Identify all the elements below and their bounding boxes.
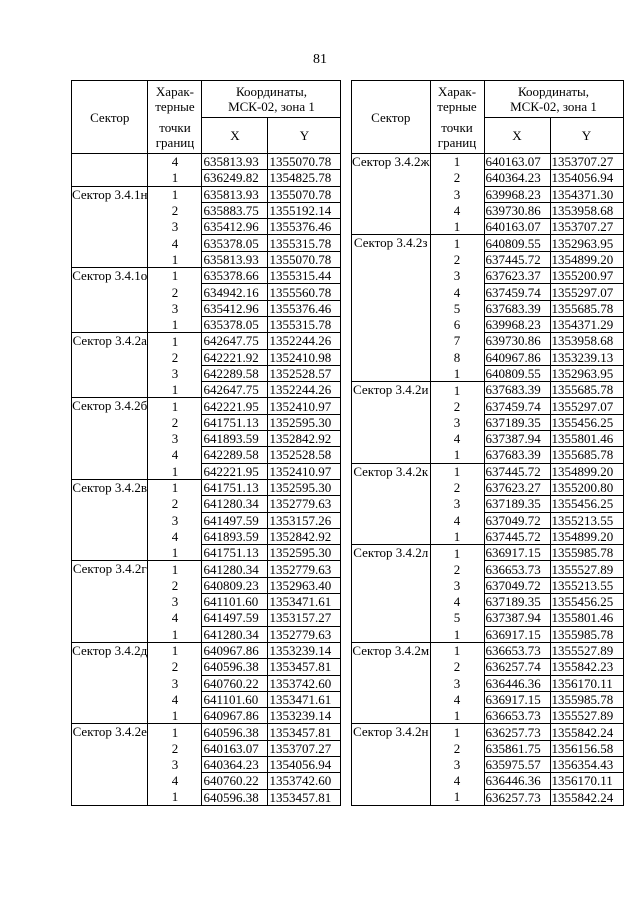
coord-y: 1353707.27	[268, 740, 341, 756]
point-number: 1	[148, 642, 202, 658]
coord-x: 636653.73	[484, 642, 550, 658]
point-number: 2	[430, 561, 484, 577]
coord-y: 1353707.27	[550, 154, 623, 170]
coord-x: 639730.86	[484, 333, 550, 349]
point-number: 1	[430, 463, 484, 479]
coord-y: 1355297.07	[550, 398, 623, 414]
point-number: 1	[430, 724, 484, 740]
coord-y: 1355985.78	[550, 691, 623, 707]
header-coords: Координаты, МСК-02, зона 1	[202, 81, 341, 118]
point-number: 4	[148, 773, 202, 789]
point-number: 2	[430, 659, 484, 675]
point-number: 1	[148, 316, 202, 332]
coord-x: 634942.16	[202, 284, 268, 300]
point-number: 4	[430, 691, 484, 707]
coord-y: 1353157.26	[268, 512, 341, 528]
point-number: 5	[430, 300, 484, 316]
point-number: 4	[148, 610, 202, 626]
coord-y: 1352595.30	[268, 479, 341, 495]
coord-x: 636257.73	[484, 789, 550, 805]
point-number: 1	[148, 545, 202, 561]
point-number: 1	[430, 219, 484, 235]
coord-x: 637387.94	[484, 431, 550, 447]
coord-y: 1355200.97	[550, 268, 623, 284]
point-number: 1	[148, 333, 202, 349]
point-number: 1	[430, 545, 484, 561]
coord-x: 642289.58	[202, 365, 268, 381]
coord-x: 637445.72	[484, 251, 550, 267]
table-row	[352, 463, 624, 479]
point-number: 3	[430, 186, 484, 202]
coord-x: 642289.58	[202, 447, 268, 463]
point-number: 2	[148, 577, 202, 593]
coord-y: 1355297.07	[550, 284, 623, 300]
coord-y: 1354825.78	[268, 170, 341, 186]
coord-y: 1355685.78	[550, 300, 623, 316]
coord-y: 1355070.78	[268, 251, 341, 267]
coord-y: 1354899.20	[550, 528, 623, 544]
header-points-top: Харак- терные	[148, 81, 202, 118]
coord-y: 1355985.78	[550, 626, 623, 642]
coord-x: 640967.86	[484, 349, 550, 365]
coord-x: 642221.95	[202, 463, 268, 479]
coord-x: 641101.60	[202, 691, 268, 707]
point-number: 8	[430, 349, 484, 365]
coord-y: 1354056.94	[268, 756, 341, 772]
coord-y: 1354371.30	[550, 186, 623, 202]
coord-y: 1355527.89	[550, 642, 623, 658]
point-number: 4	[430, 431, 484, 447]
coord-y: 1355213.55	[550, 512, 623, 528]
sector-name: Сектор 3.4.2а	[72, 333, 148, 398]
coord-y: 1354056.94	[550, 170, 623, 186]
coord-y: 1353457.81	[268, 789, 341, 805]
coord-x: 636917.15	[484, 691, 550, 707]
table-row	[352, 545, 624, 561]
coord-x: 636249.82	[202, 170, 268, 186]
point-number: 1	[148, 789, 202, 805]
table-row	[72, 154, 341, 170]
coord-x: 641893.59	[202, 528, 268, 544]
coord-y: 1355070.78	[268, 186, 341, 202]
coord-x: 637445.72	[484, 528, 550, 544]
point-number: 1	[430, 235, 484, 251]
point-number: 1	[148, 382, 202, 398]
point-number: 2	[148, 202, 202, 218]
coord-y: 1353958.68	[550, 333, 623, 349]
coord-y: 1355315.78	[268, 316, 341, 332]
point-number: 1	[430, 528, 484, 544]
point-number: 4	[148, 528, 202, 544]
point-number: 1	[430, 626, 484, 642]
coord-y: 1353471.61	[268, 691, 341, 707]
coord-x: 640967.86	[202, 708, 268, 724]
table-row	[72, 398, 341, 414]
coord-y: 1353471.61	[268, 594, 341, 610]
coord-y: 1353239.14	[268, 708, 341, 724]
coord-x: 639968.23	[484, 186, 550, 202]
coord-y: 1353157.27	[268, 610, 341, 626]
coord-x: 635861.75	[484, 740, 550, 756]
point-number: 1	[148, 251, 202, 267]
coord-y: 1355200.80	[550, 479, 623, 495]
point-number: 2	[148, 659, 202, 675]
coord-x: 641497.59	[202, 610, 268, 626]
coord-x: 640760.22	[202, 675, 268, 691]
coord-x: 642647.75	[202, 333, 268, 349]
coord-y: 1355527.89	[550, 708, 623, 724]
coord-x: 640760.22	[202, 773, 268, 789]
coord-y: 1355842.23	[550, 659, 623, 675]
coord-x: 637189.35	[484, 414, 550, 430]
coord-y: 1353239.13	[550, 349, 623, 365]
header-sector: Сектор	[72, 81, 148, 154]
header-coords: Координаты, МСК-02, зона 1	[484, 81, 623, 118]
point-number: 4	[430, 202, 484, 218]
table-row	[72, 479, 341, 495]
sector-name: Сектор 3.4.2д	[72, 642, 148, 723]
coord-x: 640596.38	[202, 789, 268, 805]
point-number: 2	[148, 496, 202, 512]
coord-x: 640967.86	[202, 642, 268, 658]
coord-y: 1356156.58	[550, 740, 623, 756]
point-number: 1	[148, 463, 202, 479]
header-points-top: Харак- терные	[430, 81, 484, 118]
coord-y: 1354899.20	[550, 251, 623, 267]
coord-x: 635813.93	[202, 154, 268, 170]
coord-x: 640596.38	[202, 724, 268, 740]
coord-x: 640809.23	[202, 577, 268, 593]
coord-x: 637049.72	[484, 512, 550, 528]
coord-x: 636917.15	[484, 545, 550, 561]
coord-y: 1355685.78	[550, 447, 623, 463]
coord-y: 1356354.43	[550, 756, 623, 772]
table-row	[352, 235, 624, 251]
point-number: 1	[430, 642, 484, 658]
point-number: 2	[148, 414, 202, 430]
header-points-bottom: точки границ	[430, 117, 484, 154]
coord-y: 1352779.63	[268, 561, 341, 577]
point-number: 4	[148, 154, 202, 170]
coord-y: 1355842.24	[550, 789, 623, 805]
table-row	[72, 724, 341, 740]
point-number: 3	[430, 496, 484, 512]
coord-y: 1352963.95	[550, 365, 623, 381]
coord-y: 1352244.26	[268, 333, 341, 349]
table-row	[72, 333, 341, 349]
coord-x: 637623.37	[484, 268, 550, 284]
sector-name: Сектор 3.4.1н	[72, 186, 148, 267]
point-number: 4	[148, 235, 202, 251]
coord-y: 1352244.26	[268, 382, 341, 398]
coord-x: 636257.74	[484, 659, 550, 675]
sector-name: Сектор 3.4.2н	[352, 724, 431, 805]
coord-x: 637049.72	[484, 577, 550, 593]
coord-x: 636917.15	[484, 626, 550, 642]
coord-x: 636446.36	[484, 773, 550, 789]
coord-y: 1352963.40	[268, 577, 341, 593]
point-number: 1	[430, 789, 484, 805]
coord-x: 635813.93	[202, 251, 268, 267]
coord-x: 640809.55	[484, 235, 550, 251]
coord-y: 1356170.11	[550, 773, 623, 789]
sector-name: Сектор 3.4.1о	[72, 268, 148, 333]
coord-y: 1352528.58	[268, 447, 341, 463]
coord-x: 640809.55	[484, 365, 550, 381]
header-sector: Сектор	[352, 81, 431, 154]
point-number: 2	[148, 349, 202, 365]
table-body-left	[72, 154, 341, 806]
sector-name: Сектор 3.4.2е	[72, 724, 148, 805]
point-number: 4	[430, 594, 484, 610]
table-row	[72, 268, 341, 284]
coordinates-table-left	[71, 80, 341, 806]
coord-y: 1355842.24	[550, 724, 623, 740]
coord-y: 1355685.78	[550, 382, 623, 398]
coord-y: 1355456.25	[550, 496, 623, 512]
header-x: X	[484, 117, 550, 154]
point-number: 2	[430, 479, 484, 495]
table-row	[72, 186, 341, 202]
sector-name: Сектор 3.4.2б	[72, 398, 148, 479]
coord-y: 1353742.60	[268, 773, 341, 789]
coord-y: 1353707.27	[550, 219, 623, 235]
coord-x: 635412.96	[202, 300, 268, 316]
coord-x: 641280.34	[202, 496, 268, 512]
header-x: X	[202, 117, 268, 154]
coord-x: 640163.07	[484, 154, 550, 170]
coord-x: 635412.96	[202, 219, 268, 235]
point-number: 1	[430, 382, 484, 398]
coord-x: 641751.13	[202, 479, 268, 495]
coord-y: 1352595.30	[268, 414, 341, 430]
coord-x: 635813.93	[202, 186, 268, 202]
sector-name: Сектор 3.4.2к	[352, 463, 431, 544]
point-number: 1	[430, 365, 484, 381]
table-row	[352, 724, 624, 740]
coord-y: 1355560.78	[268, 284, 341, 300]
coord-y: 1352528.57	[268, 365, 341, 381]
sector-name: Сектор 3.4.2л	[352, 545, 431, 643]
sector-name: Сектор 3.4.2м	[352, 642, 431, 723]
coord-x: 639968.23	[484, 316, 550, 332]
page-number: 81	[313, 52, 327, 67]
coord-y: 1355376.46	[268, 300, 341, 316]
coord-y: 1356170.11	[550, 675, 623, 691]
point-number: 4	[148, 691, 202, 707]
coord-x: 637189.35	[484, 594, 550, 610]
coord-x: 641280.34	[202, 561, 268, 577]
coord-y: 1355801.46	[550, 610, 623, 626]
coord-x: 640163.07	[202, 740, 268, 756]
point-number: 3	[148, 512, 202, 528]
point-number: 4	[430, 773, 484, 789]
coord-x: 635883.75	[202, 202, 268, 218]
coord-x: 642647.75	[202, 382, 268, 398]
header-points-bottom: точки границ	[148, 117, 202, 154]
coord-y: 1355315.44	[268, 268, 341, 284]
coord-y: 1353239.14	[268, 642, 341, 658]
sector-name: Сектор 3.4.2в	[72, 479, 148, 560]
coord-x: 640596.38	[202, 659, 268, 675]
coord-x: 637683.39	[484, 382, 550, 398]
point-number: 2	[430, 398, 484, 414]
coord-y: 1352410.98	[268, 349, 341, 365]
coord-x: 642221.95	[202, 398, 268, 414]
coord-x: 636653.73	[484, 561, 550, 577]
point-number: 4	[430, 512, 484, 528]
coord-x: 635378.05	[202, 235, 268, 251]
coord-y: 1355456.25	[550, 594, 623, 610]
coord-x: 636653.73	[484, 708, 550, 724]
point-number: 3	[148, 594, 202, 610]
coord-y: 1354371.29	[550, 316, 623, 332]
coord-y: 1355456.25	[550, 414, 623, 430]
point-number: 3	[430, 268, 484, 284]
coord-x: 641280.34	[202, 626, 268, 642]
coord-x: 642221.92	[202, 349, 268, 365]
coord-x: 636257.73	[484, 724, 550, 740]
point-number: 7	[430, 333, 484, 349]
point-number: 2	[148, 284, 202, 300]
point-number: 2	[430, 170, 484, 186]
point-number: 3	[148, 756, 202, 772]
coord-x: 635975.57	[484, 756, 550, 772]
coord-x: 635378.05	[202, 316, 268, 332]
coord-x: 637459.74	[484, 284, 550, 300]
coord-y: 1355070.78	[268, 154, 341, 170]
coord-y: 1352842.92	[268, 431, 341, 447]
coord-y: 1355376.46	[268, 219, 341, 235]
coord-y: 1355985.78	[550, 545, 623, 561]
point-number: 3	[430, 577, 484, 593]
coord-x: 641751.13	[202, 545, 268, 561]
point-number: 4	[430, 284, 484, 300]
point-number: 2	[430, 251, 484, 267]
point-number: 5	[430, 610, 484, 626]
point-number: 3	[430, 756, 484, 772]
point-number: 3	[148, 431, 202, 447]
header-y: Y	[550, 117, 623, 154]
point-number: 3	[148, 365, 202, 381]
coord-y: 1355801.46	[550, 431, 623, 447]
point-number: 1	[430, 708, 484, 724]
coord-x: 637623.27	[484, 479, 550, 495]
coord-x: 635378.66	[202, 268, 268, 284]
point-number: 3	[430, 414, 484, 430]
sector-name: Сектор 3.4.2з	[352, 235, 431, 382]
point-number: 1	[148, 170, 202, 186]
sector-name: Сектор 3.4.2ж	[352, 154, 431, 235]
coord-x: 637683.39	[484, 300, 550, 316]
coord-y: 1355192.14	[268, 202, 341, 218]
point-number: 1	[148, 724, 202, 740]
coord-y: 1352410.97	[268, 398, 341, 414]
coord-x: 640364.23	[202, 756, 268, 772]
coord-y: 1355527.89	[550, 561, 623, 577]
coord-x: 641751.13	[202, 414, 268, 430]
table-body-right	[352, 154, 624, 806]
sector-name	[72, 154, 148, 187]
point-number: 2	[148, 740, 202, 756]
point-number: 2	[430, 740, 484, 756]
point-number: 1	[148, 561, 202, 577]
point-number: 1	[148, 398, 202, 414]
coord-y: 1352842.92	[268, 528, 341, 544]
point-number: 1	[148, 268, 202, 284]
coord-y: 1355315.78	[268, 235, 341, 251]
table-row	[352, 642, 624, 658]
coord-x: 639730.86	[484, 202, 550, 218]
table-row	[352, 154, 624, 170]
point-number: 1	[148, 708, 202, 724]
coord-y: 1354899.20	[550, 463, 623, 479]
point-number: 3	[148, 300, 202, 316]
sector-name: Сектор 3.4.2и	[352, 382, 431, 463]
point-number: 1	[148, 186, 202, 202]
coord-y: 1352779.63	[268, 496, 341, 512]
table-row	[72, 642, 341, 658]
coord-x: 641497.59	[202, 512, 268, 528]
table-row	[72, 561, 341, 577]
header-y: Y	[268, 117, 341, 154]
point-number: 1	[430, 154, 484, 170]
coord-y: 1352595.30	[268, 545, 341, 561]
coord-x: 637387.94	[484, 610, 550, 626]
coord-y: 1355213.55	[550, 577, 623, 593]
coord-y: 1352963.95	[550, 235, 623, 251]
point-number: 1	[430, 447, 484, 463]
coord-y: 1353958.68	[550, 202, 623, 218]
sector-name: Сектор 3.4.2г	[72, 561, 148, 642]
coord-x: 637683.39	[484, 447, 550, 463]
coord-x: 637189.35	[484, 496, 550, 512]
point-number: 4	[148, 447, 202, 463]
coord-x: 636446.36	[484, 675, 550, 691]
coord-y: 1353742.60	[268, 675, 341, 691]
coord-y: 1353457.81	[268, 659, 341, 675]
coord-x: 641893.59	[202, 431, 268, 447]
coord-x: 640364.23	[484, 170, 550, 186]
point-number: 1	[148, 479, 202, 495]
coord-x: 640163.07	[484, 219, 550, 235]
point-number: 6	[430, 316, 484, 332]
coord-y: 1352779.63	[268, 626, 341, 642]
point-number: 1	[148, 626, 202, 642]
coord-y: 1353457.81	[268, 724, 341, 740]
coord-x: 641101.60	[202, 594, 268, 610]
coord-x: 637445.72	[484, 463, 550, 479]
table-row	[352, 382, 624, 398]
point-number: 3	[148, 675, 202, 691]
point-number: 3	[148, 219, 202, 235]
coordinates-table-right	[351, 80, 624, 806]
point-number: 3	[430, 675, 484, 691]
coord-y: 1352410.97	[268, 463, 341, 479]
coord-x: 637459.74	[484, 398, 550, 414]
